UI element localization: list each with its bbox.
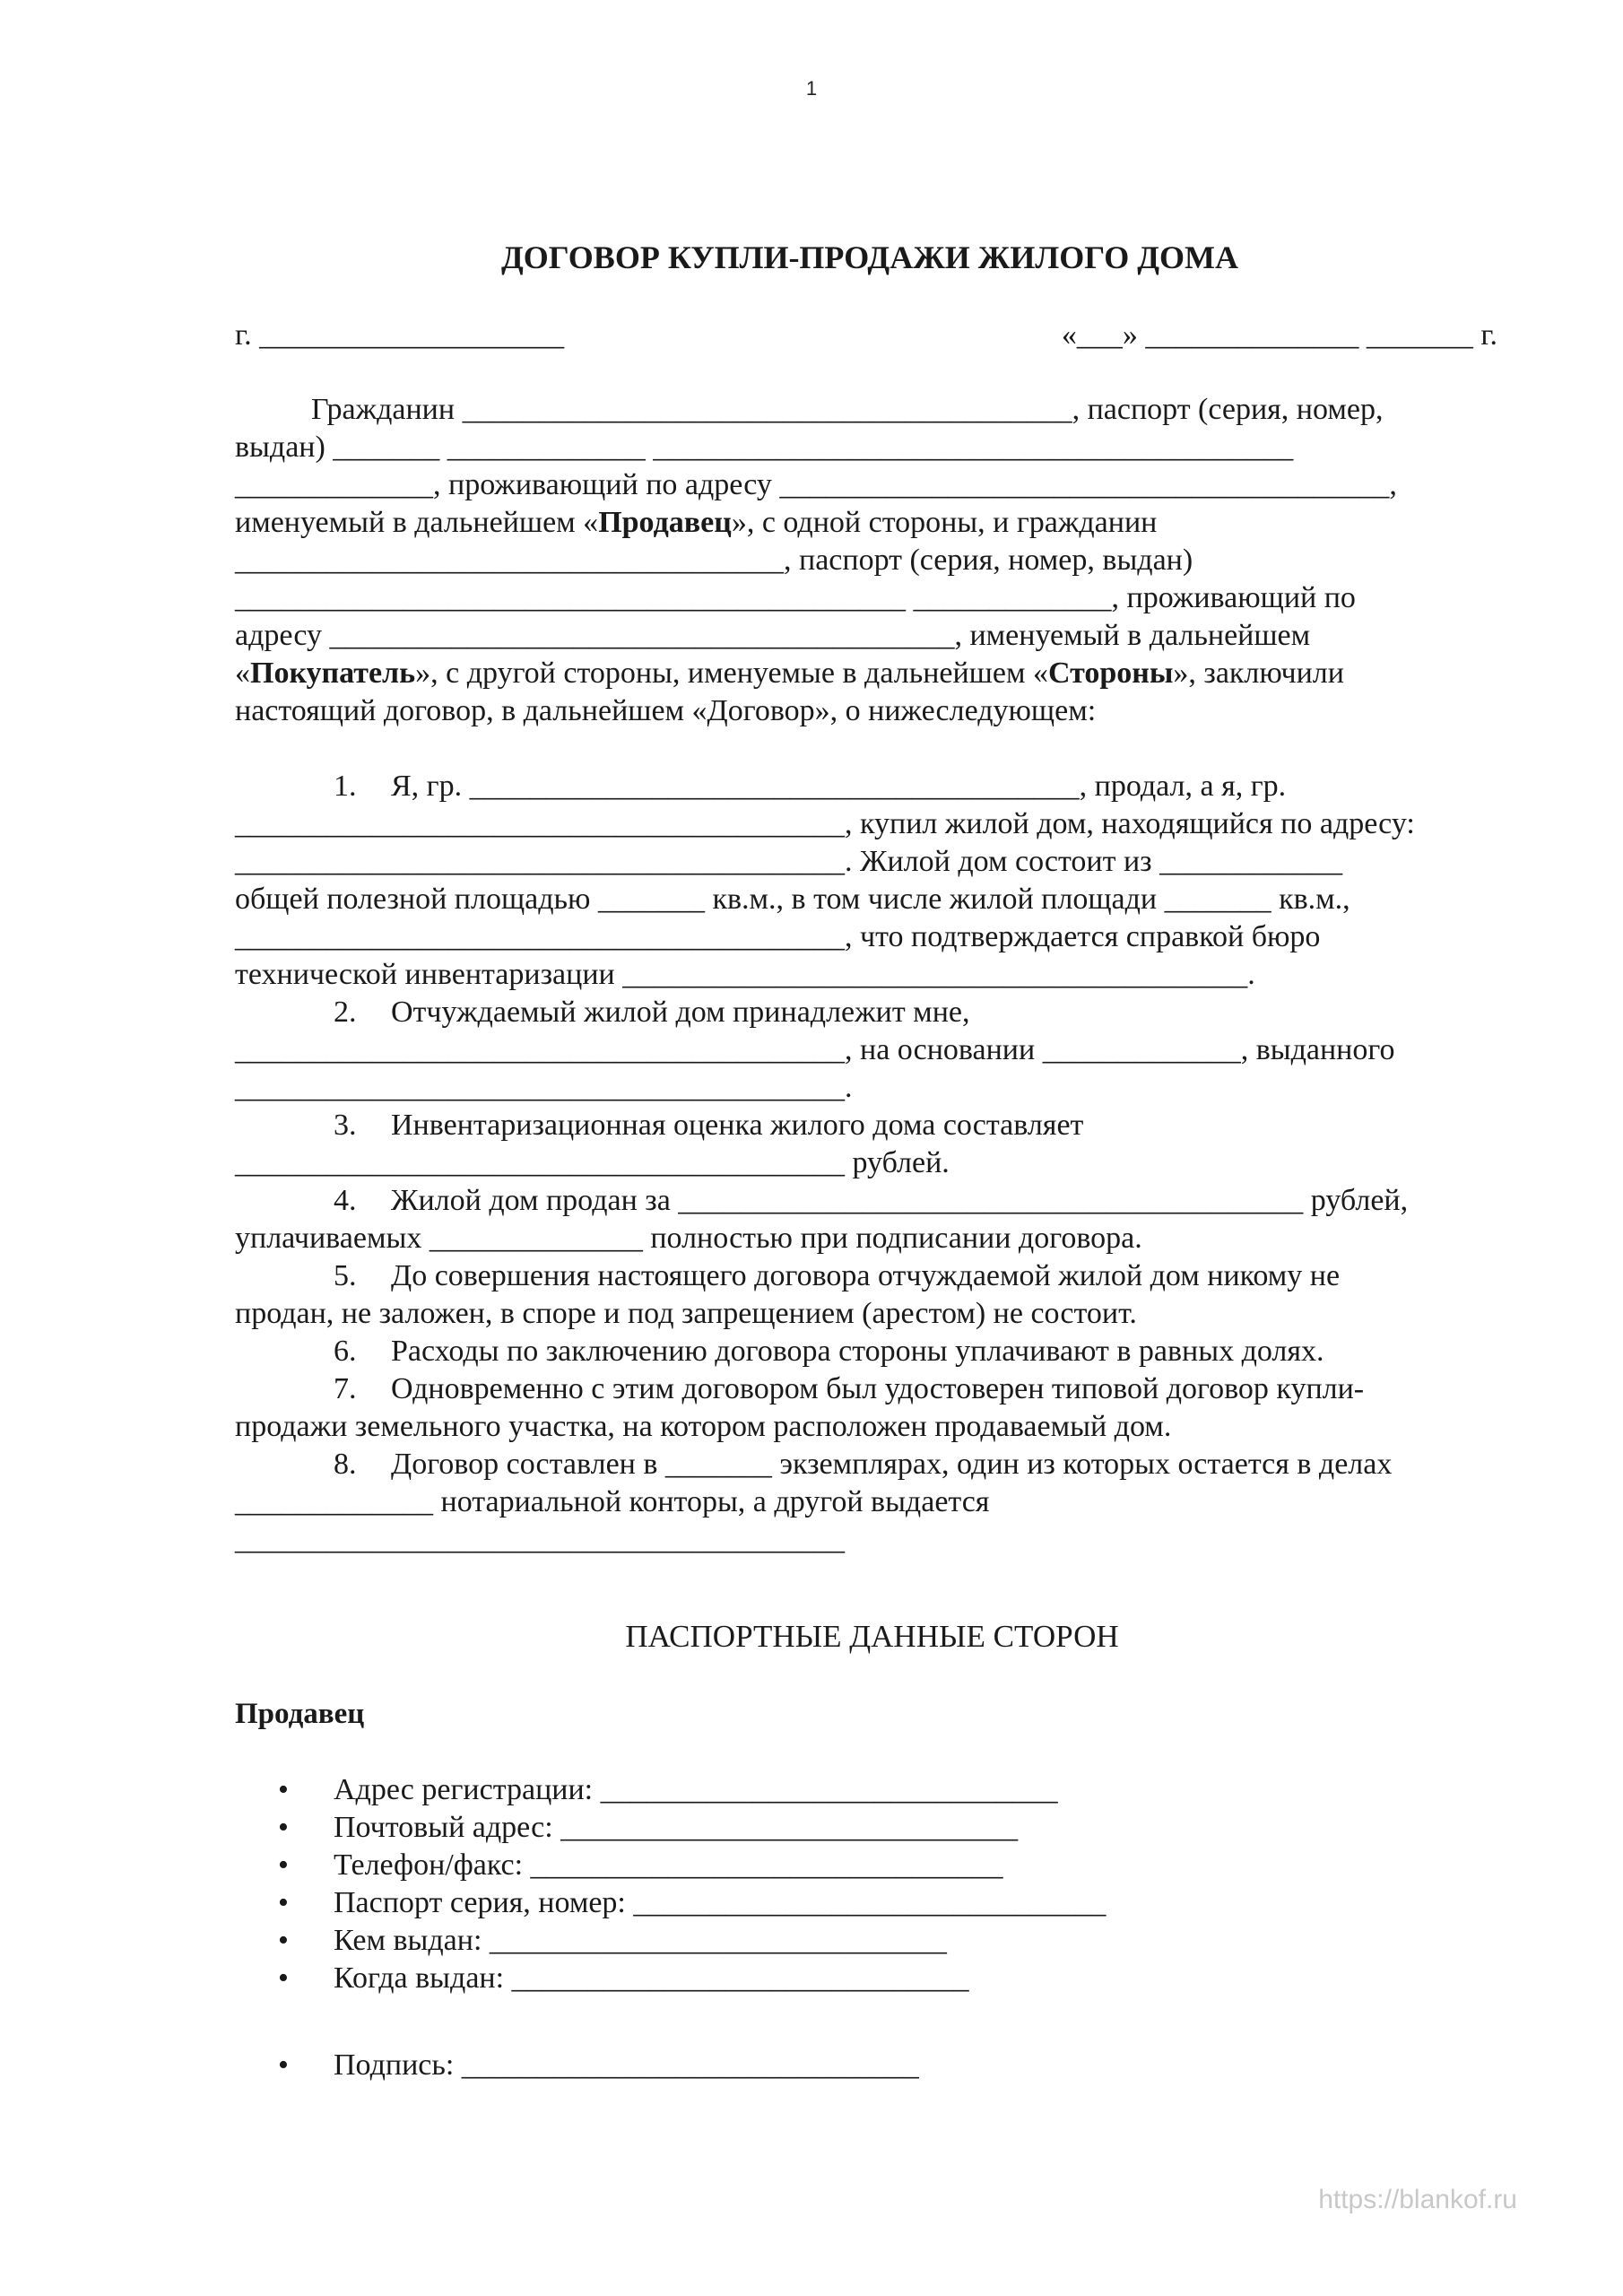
page-number: 1 — [805, 77, 818, 100]
clause-line — [235, 1144, 1513, 1182]
bullet-icon: • — [278, 2048, 289, 2082]
clause-number: 1. — [334, 770, 357, 803]
clause-line — [235, 1521, 1513, 1559]
preamble-line: Гражданин ________________________________________, паспорт (серия, номер, — [235, 393, 1384, 426]
clause-number: 2. — [334, 996, 357, 1029]
clause-text: ________________________________________, купил жилой дом, находящийся по адресу: — [235, 807, 1415, 840]
preamble-line: настоящий договор, в дальнейшем «Договор», о нижеследующем: — [235, 694, 1097, 727]
seller-fields-list — [278, 1771, 1106, 1997]
clause-text: Договор составлен в _______ экземплярах, один из которых остается в делах — [391, 1448, 1393, 1481]
preamble-line: именуемый в дальнейшем «Продавец», с одной стороны, и гражданин — [235, 506, 1158, 539]
clause-text: продажи земельного участка, на котором расположен продаваемый дом. — [235, 1410, 1172, 1443]
bullet-icon: • — [278, 1886, 289, 1919]
bullet-icon: • — [278, 1961, 289, 1995]
clause-line — [235, 768, 1513, 805]
clause-text: общей полезной площадью _______ кв.м., в том числе жилой площади _______ кв.м., — [235, 883, 1350, 916]
clause-number: 6. — [334, 1335, 357, 1368]
clause-line — [235, 1107, 1513, 1144]
watermark-link[interactable]: https://blankof.ru — [1318, 2185, 1517, 2214]
signature-field — [278, 2048, 919, 2083]
clause-text: Отчуждаемый жилой дом принадлежит мне, — [391, 996, 970, 1029]
clause-line — [235, 956, 1513, 994]
clause-line — [235, 843, 1513, 881]
seller-field-item — [278, 1809, 1106, 1847]
clause-text: Одновременно с этим договором был удостоверен типовой договор купли- — [391, 1372, 1365, 1405]
clause-line — [235, 1031, 1513, 1069]
clause-text: ________________________________________ рублей. — [235, 1146, 950, 1179]
preamble-line: «Покупатель», с другой стороны, именуемые в дальнейшем «Стороны», заключили — [235, 657, 1344, 690]
seller-field-item — [278, 1884, 1106, 1922]
seller-field-item — [278, 1960, 1106, 1997]
preamble-paragraph — [235, 391, 1513, 730]
clause-text: Жилой дом продан за _________________________________________ рублей, — [391, 1184, 1409, 1217]
clause-line — [235, 881, 1513, 918]
clause-line — [235, 1408, 1513, 1446]
clause-text: ________________________________________. — [235, 1071, 853, 1104]
clause-text: ________________________________________, что подтверждается справкой бюро — [235, 920, 1321, 953]
seller-field-item — [278, 1847, 1106, 1884]
seller-field-label: Адрес регистрации: ______________________________ — [334, 1773, 1058, 1806]
clause-text: _____________ нотариальной конторы, а другой выдается — [235, 1485, 990, 1518]
clause-text: продан, не заложен, в споре и под запрещением (арестом) не состоит. — [235, 1297, 1137, 1330]
clause-text: Я, гр. ________________________________________, продал, а я, гр. — [391, 770, 1287, 803]
clause-line — [235, 1446, 1513, 1483]
clause-text: технической инвентаризации _________________________________________. — [235, 958, 1255, 991]
clause-number: 7. — [334, 1372, 357, 1405]
clause-text: ________________________________________ — [235, 1523, 845, 1556]
seller-field-label: Паспорт серия, номер: _______________________________ — [334, 1886, 1107, 1919]
seller-field-item — [278, 1922, 1106, 1960]
clause-number: 3. — [334, 1109, 357, 1142]
clause-line — [235, 1182, 1513, 1220]
clause-text: ________________________________________, на основании _____________, выданного — [235, 1033, 1395, 1066]
preamble-line: ____________________________________, паспорт (серия, номер, выдан) — [235, 544, 1193, 577]
clause-text: ________________________________________. Жилой дом состоит из ____________ — [235, 845, 1343, 878]
date-line: «___» ______________ _______ г. — [1061, 318, 1497, 352]
bullet-icon: • — [278, 1811, 289, 1844]
clause-text: уплачиваемых ______________ полностью при подписании договора. — [235, 1222, 1142, 1255]
clause-line — [235, 1483, 1513, 1521]
clauses-list — [235, 768, 1513, 1559]
preamble-line: адресу _________________________________________, именуемый в дальнейшем — [235, 619, 1311, 652]
clause-line — [235, 1069, 1513, 1107]
clause-line — [235, 1333, 1513, 1370]
bullet-icon: • — [278, 1924, 289, 1957]
clause-text: Расходы по заключению договора стороны уплачивают в равных долях. — [391, 1335, 1324, 1368]
clause-line — [235, 1370, 1513, 1408]
clause-line — [235, 805, 1513, 843]
clause-line — [235, 1220, 1513, 1257]
seller-field-label: Кем выдан: ______________________________ — [334, 1924, 947, 1957]
section-heading: ПАСПОРТНЫЕ ДАННЫЕ СТОРОН — [625, 1619, 1119, 1654]
seller-field-label: Телефон/факс: _______________________________ — [334, 1848, 1003, 1882]
city-line: г. ____________________ — [235, 318, 565, 352]
seller-field-label: Почтовый адрес: ______________________________ — [334, 1811, 1019, 1844]
clause-text: Инвентаризационная оценка жилого дома составляет — [391, 1109, 1084, 1142]
signature-label: Подпись: ______________________________ — [334, 2048, 919, 2082]
document-title: ДОГОВОР КУПЛИ-ПРОДАЖИ ЖИЛОГО ДОМА — [501, 239, 1238, 275]
clause-line — [235, 1295, 1513, 1333]
bullet-icon: • — [278, 1773, 289, 1806]
clause-text: До совершения настоящего договора отчуждаемой жилой дом никому не — [391, 1259, 1341, 1292]
clause-number: 4. — [334, 1184, 357, 1217]
clause-line — [235, 1257, 1513, 1295]
seller-field-item — [278, 1771, 1106, 1809]
preamble-line: _____________, проживающий по адресу ________________________________________, — [235, 468, 1397, 501]
bullet-icon: • — [278, 1848, 289, 1882]
preamble-line: ____________________________________________ _____________, проживающий по — [235, 581, 1356, 614]
clause-number: 5. — [334, 1259, 357, 1292]
clause-line — [235, 994, 1513, 1031]
clause-number: 8. — [334, 1448, 357, 1481]
preamble-line: выдан) _______ _____________ __________________________________________ — [235, 430, 1294, 464]
party-heading: Продавец — [235, 1698, 365, 1730]
seller-field-label: Когда выдан: ______________________________ — [334, 1961, 969, 1995]
clause-line — [235, 918, 1513, 956]
